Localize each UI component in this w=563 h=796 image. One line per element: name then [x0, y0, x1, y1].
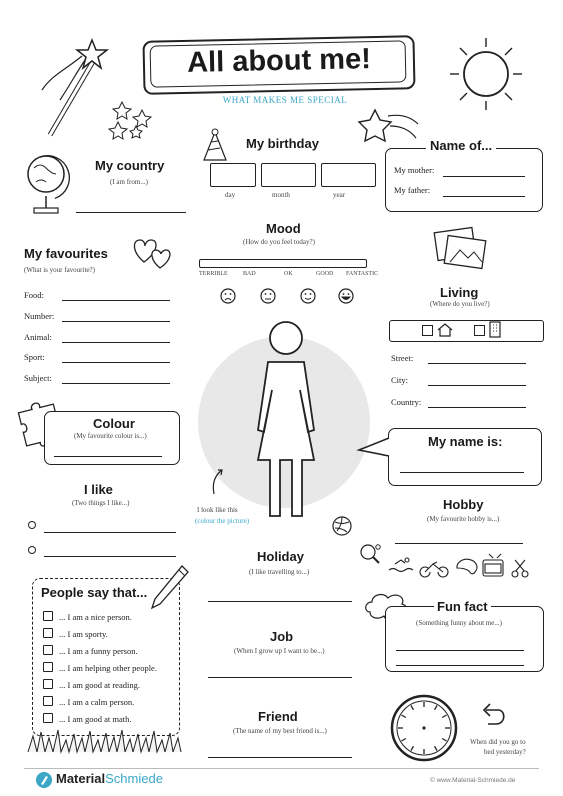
people-say-item-4[interactable]: ... I am helping other people.	[43, 662, 157, 673]
apartment-icon	[488, 321, 502, 339]
fun-fact-line-2[interactable]	[396, 665, 524, 666]
mother-label: My mother:	[394, 165, 435, 175]
figure-note-2: (colour the picture)	[195, 517, 250, 525]
figure-note-1: I look like this	[197, 506, 238, 514]
fun-fact-hint: (Something funny about me...)	[416, 619, 502, 627]
party-hat-icon	[200, 128, 230, 168]
i-like-line-2[interactable]	[44, 556, 176, 557]
people-say-item-2[interactable]: ... I am sporty.	[43, 628, 108, 639]
footer-logo	[56, 771, 163, 786]
mood-ok: OK	[284, 271, 293, 277]
checkbox[interactable]	[43, 611, 53, 621]
birthday-year-box[interactable]	[321, 163, 376, 187]
fav-subject-line[interactable]	[62, 383, 170, 384]
checkbox[interactable]	[43, 645, 53, 655]
page-subtitle: WHAT MAKES ME SPECIAL	[222, 95, 348, 105]
pencil-icon	[150, 562, 190, 612]
mood-terrible: TERRIBLE	[199, 271, 228, 277]
friend-input-line[interactable]	[208, 757, 352, 758]
globe-icon	[24, 150, 74, 220]
country-input-line[interactable]	[76, 212, 186, 213]
birthday-day-box[interactable]	[210, 163, 256, 187]
house-icon	[436, 322, 454, 338]
checkbox[interactable]	[43, 696, 53, 706]
fav-food-line[interactable]	[62, 300, 170, 301]
country-hint: (I am from...)	[110, 178, 148, 186]
mood-scale-bar[interactable]	[199, 259, 367, 268]
country-label: Country:	[391, 397, 422, 407]
hobby-icons	[385, 552, 545, 582]
street-label: Street:	[391, 353, 414, 363]
fav-number-label: Number:	[24, 311, 55, 321]
i-like-bullet-2	[28, 546, 36, 554]
checkbox[interactable]	[43, 662, 53, 672]
speech-tail	[357, 436, 391, 460]
street-line[interactable]	[428, 363, 526, 364]
checkbox[interactable]	[43, 713, 53, 723]
hearts-icon	[130, 232, 175, 272]
mood-fantastic: FANTASTIC	[346, 271, 379, 277]
bedtime-hint-2: bed yesterday?	[484, 748, 526, 756]
mood-good: GOOD	[316, 271, 334, 277]
fav-animal-label: Animal:	[24, 332, 52, 342]
country-title: My country	[95, 158, 165, 173]
my-name-input-line[interactable]	[400, 472, 524, 473]
birthday-month-label: month	[272, 191, 290, 199]
shooting-star-icon	[360, 102, 420, 147]
undo-arrow-icon	[478, 700, 508, 728]
fav-subject-label: Subject:	[24, 373, 52, 383]
people-say-title: People say that...	[41, 585, 148, 600]
country-line[interactable]	[428, 407, 526, 408]
living-title: Living	[440, 285, 479, 300]
fav-number-line[interactable]	[62, 321, 170, 322]
my-name-title: My name is:	[428, 434, 503, 449]
sun-icon	[446, 34, 526, 114]
father-label: My father:	[394, 185, 431, 195]
footer-logo-a: Material	[56, 771, 106, 786]
mood-faces-icons[interactable]	[220, 287, 360, 307]
magic-wand-icon	[30, 30, 110, 140]
photos-icon	[430, 226, 490, 271]
i-like-title: I like	[84, 482, 113, 497]
birthday-year-label: year	[333, 191, 346, 199]
mother-input-line[interactable]	[443, 176, 525, 177]
city-label: City:	[391, 375, 409, 385]
birthday-title: My birthday	[246, 136, 319, 151]
fav-sport-line[interactable]	[62, 362, 170, 363]
favourites-title: My favourites	[24, 246, 108, 261]
stars-icon	[108, 100, 158, 145]
living-type-bar	[389, 320, 544, 342]
people-say-item-3[interactable]: ... I am a funny person.	[43, 645, 138, 656]
colour-hint: (My favourite colour is...)	[74, 432, 147, 440]
fun-fact-box	[385, 606, 544, 672]
name-of-title: Name of...	[426, 138, 496, 153]
people-say-item-1[interactable]: ... I am a nice person.	[43, 611, 132, 622]
clock-icon[interactable]	[388, 692, 460, 764]
checkbox[interactable]	[43, 628, 53, 638]
volleyball-icon	[331, 515, 353, 537]
i-like-bullet-1	[28, 521, 36, 529]
holiday-hint: (I like travelling to...)	[249, 568, 310, 576]
bedtime-hint-1: When did you go to	[470, 738, 526, 746]
mood-hint: (How do you feel today?)	[243, 238, 315, 246]
apartment-checkbox[interactable]	[474, 325, 485, 336]
job-title: Job	[270, 629, 294, 644]
people-say-item-5[interactable]: ... I am good at reading.	[43, 679, 140, 690]
i-like-hint: (Two things I like...)	[72, 499, 130, 507]
city-line[interactable]	[428, 385, 526, 386]
hobby-title: Hobby	[443, 497, 484, 512]
people-say-item-7[interactable]: ... I am good at math.	[43, 713, 131, 724]
checkbox[interactable]	[43, 679, 53, 689]
favourites-hint: (What is your favourite?)	[24, 266, 95, 274]
ping-pong-icon	[358, 542, 382, 566]
i-like-line-1[interactable]	[44, 532, 176, 533]
hobby-hint: (My favourite hobby is...)	[427, 515, 500, 523]
logo-pencil-mark	[36, 772, 52, 788]
colour-input-line[interactable]	[54, 456, 162, 457]
birthday-day-label: day	[225, 191, 236, 199]
footer-url[interactable]: © www.Material-Schmiede.de	[430, 777, 516, 784]
hobby-input-line[interactable]	[395, 543, 523, 544]
house-checkbox[interactable]	[422, 325, 433, 336]
father-input-line[interactable]	[443, 196, 525, 197]
job-input-line[interactable]	[208, 677, 352, 678]
fav-food-label: Food:	[24, 290, 44, 300]
mood-title: Mood	[266, 221, 301, 236]
holiday-input-line[interactable]	[208, 601, 352, 602]
birthday-month-box[interactable]	[261, 163, 316, 187]
fav-animal-line[interactable]	[62, 342, 170, 343]
people-say-item-6[interactable]: ... I am a calm person.	[43, 696, 134, 707]
mood-bad: BAD	[243, 271, 256, 277]
colour-title: Colour	[93, 416, 135, 431]
friend-title: Friend	[258, 709, 298, 724]
footer-logo-b: Schmiede	[105, 771, 163, 786]
page-title: All about me!	[186, 43, 372, 79]
living-hint: (Where do you live?)	[430, 300, 490, 308]
name-of-box	[385, 148, 543, 212]
footer-divider	[24, 768, 539, 769]
fav-sport-label: Sport:	[24, 352, 45, 362]
fun-fact-line-1[interactable]	[396, 650, 524, 651]
grass-decoration	[28, 728, 183, 754]
friend-hint: (The name of my best friend is...)	[233, 727, 327, 735]
holiday-title: Holiday	[257, 549, 304, 564]
job-hint: (When I grow up I want to be...)	[234, 647, 325, 655]
arrow-icon	[208, 466, 228, 496]
fun-fact-title: Fun fact	[434, 599, 491, 614]
person-figure[interactable]	[246, 320, 326, 525]
